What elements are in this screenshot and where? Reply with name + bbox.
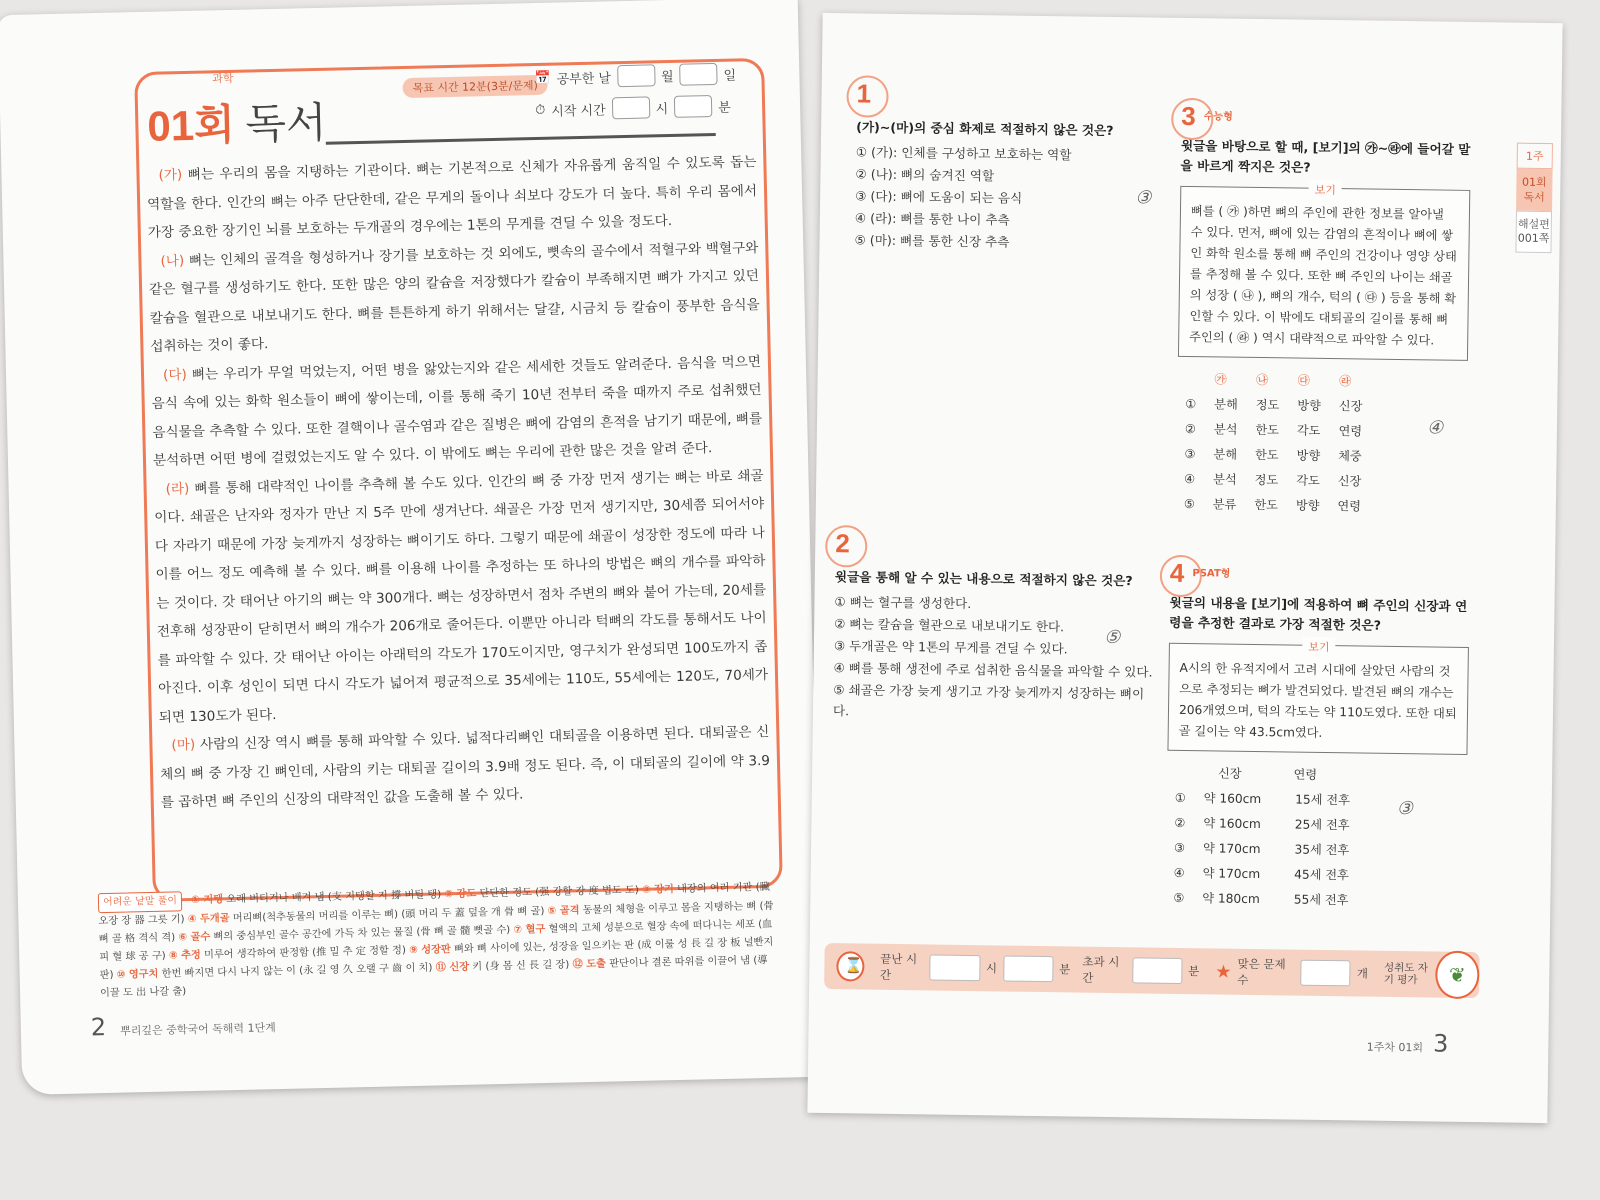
left-page — [0, 0, 822, 1095]
end-time-label: 끝난 시간 — [879, 951, 918, 982]
vocab-entry: ⑪ 신장 키 (身 몸 신 長 길 장) — [435, 959, 570, 974]
self-eval-label: 성취도 자기 평가 — [1383, 961, 1428, 987]
start-minute-field[interactable] — [674, 95, 712, 118]
table-row[interactable]: ③ 분해 한도 방향 체중 — [1184, 446, 1362, 464]
page-number: 3 — [1432, 1029, 1449, 1058]
end-hour-field[interactable] — [930, 954, 981, 981]
table-row[interactable]: ① 약 160cm 15세 전후 — [1174, 790, 1350, 808]
choice-2[interactable]: ② (나): 뼈의 숨겨진 역할 — [855, 166, 995, 184]
table-header-row — [1167, 761, 1360, 789]
right-footer — [1367, 1029, 1449, 1058]
vocab-entry: ① 지탱 오래 버티거나 배겨 냄 (支 지탱할 지 撐 버틸 탱) — [191, 889, 442, 907]
question-number-circle — [825, 525, 868, 568]
start-time-row — [535, 95, 731, 121]
book-title: 뿌리깊은 중학국어 독해력 1단계 — [120, 1021, 276, 1038]
sprout-icon[interactable]: ❦ — [1435, 951, 1480, 1000]
month-label: 월 — [660, 69, 674, 85]
month-field[interactable] — [617, 64, 655, 87]
week-tab: 1주 — [1517, 143, 1553, 170]
question-number-circle — [1160, 555, 1203, 598]
calendar-icon: 📅 — [534, 70, 551, 86]
hourglass-icon — [836, 951, 864, 981]
table-row[interactable]: ④ 분석 정도 각도 신장 — [1184, 471, 1362, 489]
date-label: 공부한 날 — [556, 70, 612, 88]
paragraph: (다) 뼈는 우리가 무얼 먹었는지, 어떤 병을 앓았는지와 같은 세세한 것들도 알려준다. 음식을 먹으면 음식 속에 있는 화학 원소들이 뼈에 쌓이는데, 이를 통해 죽기 10년 전부터 죽을 때까지 주로 섭취했던 음식물을 추측할 수 있다. 또한 결핵이나 골수염과 같은 질병은 뼈에 감염의 흔적을 남기기 때문에, 뼈를 분석하면 어떤 병에 걸렸었는지도 알 수 있다. 이 밖에도 뼈는 우리에 관한 많은 것을 알려 준다. — [151, 353, 763, 469]
vocab-entry: ④ 두개골 머리뼈(척추동물의 머리를 이루는 뼈) (頭 머리 두 蓋 덮을 개 骨 뼈 골) — [187, 906, 545, 926]
column-header: ㉰ — [1297, 373, 1310, 388]
choice-list — [854, 141, 1165, 254]
choice-2[interactable]: ② 뼈는 칼슘을 혈관으로 내보내기도 한다. — [834, 616, 1065, 635]
choice-3[interactable]: ③ (다): 뼈에 도움이 되는 음식 — [855, 188, 1023, 206]
column-header: ㉱ — [1339, 374, 1352, 389]
question-number: 2 — [835, 528, 850, 559]
question-3 — [1176, 100, 1472, 521]
end-hour-label: 시 — [985, 961, 998, 976]
count-label: 개 — [1356, 966, 1368, 981]
table-row[interactable]: ① 분해 정도 방향 신장 — [1185, 396, 1363, 414]
table-row[interactable]: ⑤ 분류 한도 방향 연령 — [1183, 496, 1362, 514]
end-minute-label: 분 — [1059, 962, 1071, 977]
passage-body — [146, 148, 771, 817]
choice-1[interactable]: ① (가): 인체를 구성하고 보호하는 역할 — [855, 144, 1072, 163]
column-header: 연령 — [1293, 767, 1318, 782]
table-row[interactable]: ④ 약 170cm 45세 전후 — [1173, 865, 1349, 883]
question-4 — [1165, 557, 1470, 915]
star-icon: ★ — [1215, 960, 1232, 983]
side-tab — [1515, 143, 1553, 253]
paragraph: (가) 뼈는 우리의 몸을 지탱하는 기관이다. 뼈는 기본적으로 신체가 자유롭게 움직일 수 있도록 돕는 역할을 한다. 인간의 뼈는 아주 단단한데, 같은 무게의 돌이나 쇠보다 강도가 더 높다. 특히 우리 몸에서 가장 중요한 장기인 뇌를 보호하는 두개골의 경우에는 1톤의 무게를 견딜 수 있을 정도다. — [147, 154, 758, 241]
choice-5[interactable]: ⑤ 쇄골은 가장 늦게 생기고 가장 늦게까지 성장하는 뼈이다. — [832, 682, 1145, 719]
table-row[interactable]: ② 약 160cm 25세 전후 — [1174, 815, 1350, 833]
choice-4[interactable]: ④ 뼈를 통해 생전에 주로 섭취한 음식물을 파악할 수 있다. — [833, 660, 1153, 680]
over-time-label: 초과 시간 — [1082, 954, 1120, 985]
answer-ref-tab: 해설편 001쪽 — [1515, 211, 1552, 253]
question-number: 1 — [856, 78, 872, 109]
question-stem: 윗글을 바탕으로 할 때, [보기]의 ㉮~㉱에 들어갈 말을 바르게 짝지은 것은? — [1180, 137, 1471, 175]
round-title: 독서 — [244, 97, 328, 149]
column-header: ㉮ — [1214, 372, 1227, 387]
handwritten-answer: ④ — [1426, 417, 1444, 439]
bogi-label: 보기 — [1302, 637, 1336, 658]
minute-label: 분 — [718, 100, 731, 116]
bogi-text: A시의 한 유적지에서 고려 시대에 살았던 사람의 것으로 추정되는 뼈가 발견되었다. 발견된 뼈의 개수는 206개였으며, 턱의 각도는 약 110도였다. 또한 대퇴골 길이는 약 43.5cm였다. — [1178, 660, 1457, 740]
vocab-entry: ⑦ 혈구 혈액의 고체 성분으로 혈장 속에 떠다니는 세포 (血 피 혈 球 공 구) — [99, 918, 773, 964]
vocab-entry: ② 강도 단단한 정도 (强 강할 강 度 법도 도) — [444, 884, 639, 901]
choice-5[interactable]: ⑤ (마): 뼈를 통한 신장 추측 — [854, 232, 1010, 250]
question-number: 3 — [1181, 100, 1196, 132]
day-label: 일 — [723, 67, 737, 84]
question-stem: 윗글의 내용을 [보기]에 적용하여 뼈 주인의 신장과 연령을 추정한 결과로 가장 적절한 것은? — [1169, 594, 1468, 633]
question-stem: 윗글을 통해 알 수 있는 내용으로 적절하지 않은 것은? — [834, 569, 1133, 589]
vocab-tag: 어려운 낱말 풀이 — [98, 891, 182, 913]
question-1 — [854, 78, 1166, 254]
table-row[interactable]: ③ 약 170cm 35세 전후 — [1173, 840, 1350, 858]
page-number: 2 — [90, 1013, 107, 1042]
footer-label: 1주차 01회 — [1366, 1040, 1424, 1055]
time-badge: 목표 시간 12분(3분/문제) — [402, 75, 548, 98]
study-date-row — [534, 62, 736, 89]
bogi-text: 뼈를 ( ㉮ )하면 뼈의 주인에 관한 정보를 알아낼 수 있다. 먼저, 뼈에 있는 감염의 흔적이나 뼈에 쌓인 화학 원소를 통해 뼈 주인의 건강이나 영양 상태를 추정해 볼 수 있다. 또한 뼈 주인의 나이는 쇄골의 성장 ( ㉯ ), 뼈의 개수, 턱의 ( ㉰ ) 등을 통해 확인할 수 있다. 이 밖에도 대퇴골의 길이를 통해 뼈 주인의 ( ㉱ ) 역시 대략적으로 파악할 수 있다. — [1189, 204, 1457, 348]
vocab-entry: ⑫ 도출 판단이나 결론 따위를 이끌어 냄 (導 이끌 도 出 나갈 출) — [99, 954, 768, 1000]
vocab-entry: ③ 장기 내장의 여러 기관 (臟 오장 장 器 그릇 기) — [98, 881, 770, 928]
answer-table — [1176, 367, 1373, 520]
round-number: 01회 — [146, 100, 236, 150]
bottom-record-bar — [824, 943, 1480, 998]
over-time-field[interactable] — [1132, 957, 1183, 984]
paragraph: (나) 뼈는 인체의 골격을 형성하거나 장기를 보호하는 것 외에도, 뼛속의 골수에서 적혈구와 백혈구와 같은 혈구를 생성하기도 한다. 또한 많은 양의 칼슘을 저장했다가 칼슘이 부족해지면 뼈가 가지고 있던 칼슘을 혈관으로 내보내기도 한다. 뼈를 튼튼하게 하기 위해서는 달걀, 시금치 등 칼슘이 풍부한 음식을 섭취하는 것이 좋다. — [148, 239, 760, 355]
question-number: 4 — [1169, 557, 1185, 588]
paragraph: (라) 뼈를 통해 대략적인 나이를 추측해 볼 수도 있다. 인간의 뼈 중 가장 먼저 생기는 뼈는 바로 쇄골이다. 쇄골은 난자와 정자가 만난 지 5주 만에 생겨난다. 쇄골은 가장 먼저 생기지만, 30세쯤 되어서야 다 자라기 때문에 가장 늦게까지 성장하는 뼈이기도 하다. 그렇기 때문에 쇄골이 성장한 정도에 따라 나이를 어느 정도 예측해 볼 수 있다. 뼈를 이용해 나이를 추정하는 또 하나의 방법은 뼈의 개수를 파악하는 것이다. 갓 태어난 아기의 뼈는 약 300개다. 뼈는 성장하면서 점차 주변의 뼈와 붙어 가는데, 20세를 전후해 성장판이 닫히면서 뼈의 개수가 206개로 줄어든다. 이뿐만 아니라 턱뼈의 각도를 통해서도 나이를 파악할 수 있다. 갓 태어난 아이는 아래턱의 각도가 170도이지만, 영구치가 완성되면 100도까지 좁아진다. 이후 성인이 되면 다시 각도가 넓어져 평균적으로 35세에는 110도, 55세에는 120도, 70세가 되면 130도가 된다. — [154, 467, 769, 726]
day-field[interactable] — [679, 63, 717, 86]
question-type-tag: PSAT형 — [1192, 568, 1231, 580]
start-hour-field[interactable] — [611, 96, 649, 119]
bogi-box — [1178, 183, 1470, 361]
correct-count-label: 맞은 문제 수 — [1237, 956, 1286, 987]
correct-count-field[interactable] — [1300, 960, 1351, 987]
vocab-entry: ⑩ 영구치 한번 빠지면 다시 나지 않는 이 (永 길 영 久 오랠 구 齒 이 치) — [116, 962, 433, 981]
vocab-entry: ⑧ 추정 미루어 생각하여 판정함 (推 밀 추 定 정할 정) — [168, 945, 407, 962]
column-header: 신장 — [1217, 766, 1242, 781]
answer-table — [1165, 761, 1360, 914]
vocab-entry: ⑨ 성장판 뼈와 뼈 사이에 있는, 성장을 일으키는 판 (成 이룰 성 長 길 장 板 널빤지 판) — [99, 936, 774, 982]
choice-4[interactable]: ④ (라): 뼈를 통한 나이 추측 — [854, 210, 1010, 228]
question-2 — [832, 528, 1156, 725]
bogi-label: 보기 — [1309, 180, 1343, 201]
column-header: ㉯ — [1256, 372, 1269, 388]
paragraph: (마) 사람의 신장 역시 뼈를 통해 파악할 수 있다. 넓적다리뼈인 대퇴골을 이용하면 된다. 대퇴골은 신체의 뼈 중 가장 긴 뼈인데, 사람의 키는 대퇴골 길이의 3.9배 정도 된다. 즉, 이 대퇴골의 길이에 약 3.9를 곱하면 뼈 주인의 신장의 대략적인 값을 도출해 볼 수 있다. — [159, 723, 771, 811]
right-page — [807, 13, 1562, 1123]
table-row[interactable]: ⑤ 약 180cm 55세 전후 — [1173, 890, 1349, 908]
table-row[interactable]: ② 분석 한도 각도 연령 — [1184, 421, 1363, 439]
handwritten-answer: ③ — [1396, 797, 1413, 820]
handwritten-answer: ⑤ — [1103, 626, 1121, 649]
stopwatch-icon: ⏱ — [534, 102, 546, 118]
round-header — [134, 50, 766, 154]
round-tab: 01회 독서 — [1516, 169, 1553, 211]
vocab-entry: ⑤ 골격 동물의 체형을 이루고 몸을 지탱하는 뼈 (骨 뼈 골 格 격식 격) — [98, 900, 774, 946]
vocab-box — [98, 878, 780, 1003]
bogi-box — [1167, 640, 1468, 755]
question-number-circle — [1171, 98, 1214, 141]
table-header-row — [1177, 367, 1372, 395]
choice-list — [833, 591, 1155, 725]
question-type-tag: 수능형 — [1203, 111, 1233, 123]
question-number-circle — [846, 75, 889, 118]
choice-1[interactable]: ① 뼈는 혈구를 생성한다. — [834, 594, 972, 612]
choice-3[interactable]: ③ 두개골은 약 1톤의 무게를 견딜 수 있다. — [833, 638, 1068, 657]
end-minute-field[interactable] — [1003, 955, 1054, 982]
left-footer — [91, 1009, 277, 1041]
hour-label: 시 — [655, 101, 669, 117]
start-label: 시작 시간 — [551, 102, 606, 120]
subject-tag: 과학 — [212, 71, 234, 86]
handwritten-answer: ③ — [1135, 187, 1152, 209]
over-minute-label: 분 — [1188, 964, 1200, 979]
vocab-entry: ⑥ 골수 뼈의 중심부인 골수 공간에 가득 차 있는 물질 (骨 뼈 골 髓 뼛골 수) — [178, 924, 511, 944]
question-stem: (가)~(마)의 중심 화제로 적절하지 않은 것은? — [856, 119, 1114, 138]
